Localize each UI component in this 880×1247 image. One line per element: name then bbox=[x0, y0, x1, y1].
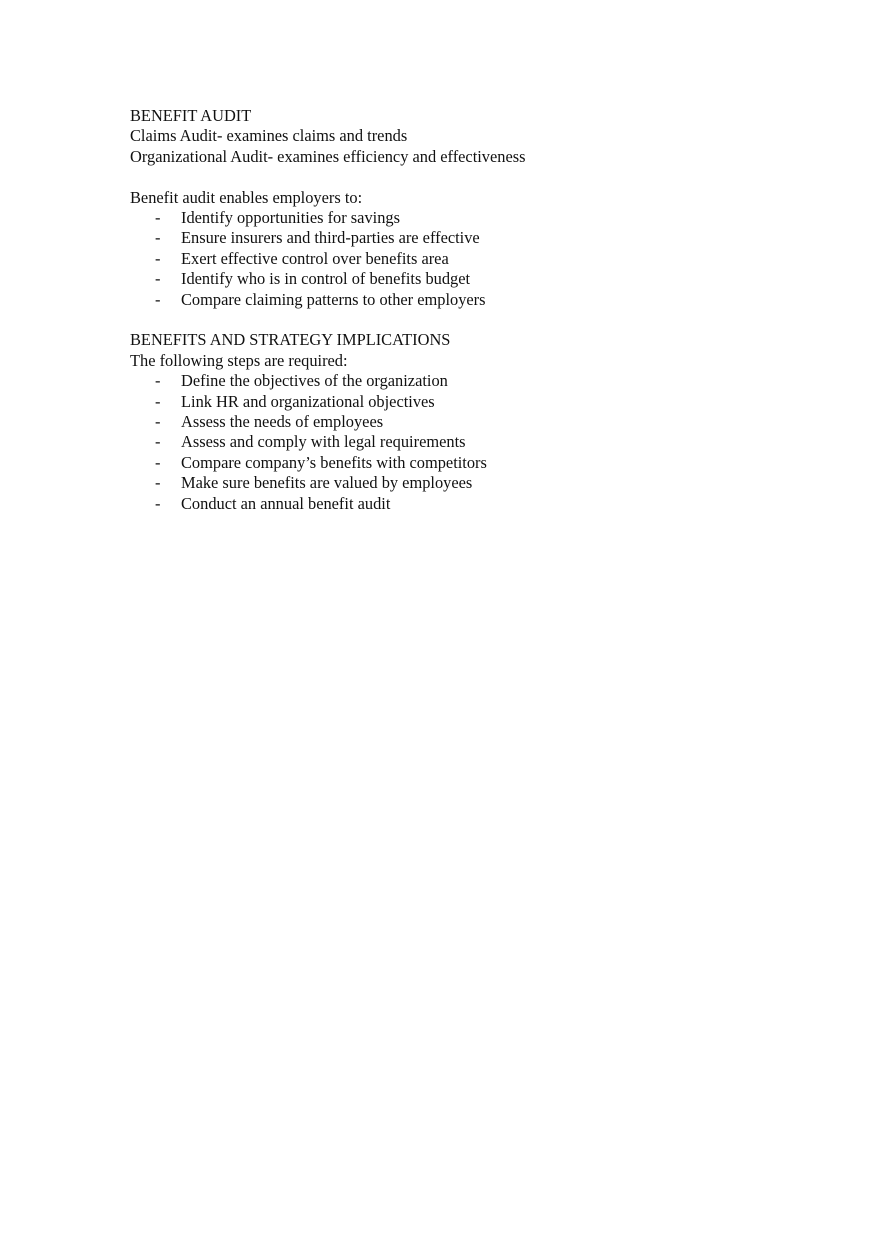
dash-bullet: - bbox=[155, 452, 161, 472]
section-heading-benefit-audit: BENEFIT AUDIT bbox=[130, 106, 252, 125]
list-item-text: Assess the needs of employees bbox=[181, 412, 384, 432]
paragraph-gap bbox=[130, 167, 830, 187]
document-body bbox=[130, 106, 830, 514]
benefit-audit-list bbox=[130, 208, 830, 310]
list-item bbox=[130, 473, 830, 493]
list-item-text: Exert effective control over benefits area bbox=[181, 248, 449, 268]
list-item bbox=[130, 371, 830, 391]
dash-bullet: - bbox=[155, 493, 161, 513]
dash-bullet: - bbox=[155, 269, 161, 289]
list-item bbox=[130, 432, 830, 452]
dash-bullet: - bbox=[155, 371, 161, 391]
list-item bbox=[130, 412, 830, 432]
dash-bullet: - bbox=[155, 248, 161, 268]
list-item bbox=[130, 290, 830, 310]
steps-intro: The following steps are required: bbox=[130, 350, 348, 370]
list-item-text: Conduct an annual benefit audit bbox=[181, 493, 391, 513]
benefit-audit-intro: Benefit audit enables employers to: bbox=[130, 187, 363, 207]
list-item-text: Compare claiming patterns to other employers bbox=[181, 289, 486, 309]
list-item-text: Link HR and organizational objectives bbox=[181, 391, 435, 411]
list-item-text: Ensure insurers and third-parties are effective bbox=[181, 228, 480, 248]
dash-bullet: - bbox=[155, 391, 161, 411]
claims-audit-line: Claims Audit- examines claims and trends bbox=[130, 126, 408, 146]
list-item bbox=[130, 228, 830, 248]
list-item bbox=[130, 269, 830, 289]
list-item bbox=[130, 249, 830, 269]
dash-bullet: - bbox=[155, 228, 161, 248]
section-heading-benefits-strategy: BENEFITS AND STRATEGY IMPLICATIONS bbox=[130, 330, 451, 350]
list-item bbox=[130, 392, 830, 412]
dash-bullet: - bbox=[155, 289, 161, 309]
list-item-text: Identify opportunities for savings bbox=[181, 208, 400, 228]
list-item-text: Assess and comply with legal requirements bbox=[181, 432, 466, 452]
list-item-text: Define the objectives of the organization bbox=[181, 371, 448, 391]
list-item bbox=[130, 208, 830, 228]
dash-bullet: - bbox=[155, 473, 161, 493]
list-item-text: Identify who is in control of benefits budget bbox=[181, 269, 471, 289]
strategy-steps-list bbox=[130, 371, 830, 514]
list-item bbox=[130, 494, 830, 514]
dash-bullet: - bbox=[155, 412, 161, 432]
list-item bbox=[130, 453, 830, 473]
list-item-text: Make sure benefits are valued by employees bbox=[181, 473, 473, 493]
list-item-text: Compare company’s benefits with competitors bbox=[181, 452, 487, 472]
organizational-audit-line: Organizational Audit- examines efficiency and effectiveness bbox=[130, 146, 526, 166]
paragraph-gap bbox=[130, 310, 830, 330]
dash-bullet: - bbox=[155, 432, 161, 452]
dash-bullet: - bbox=[155, 208, 161, 228]
